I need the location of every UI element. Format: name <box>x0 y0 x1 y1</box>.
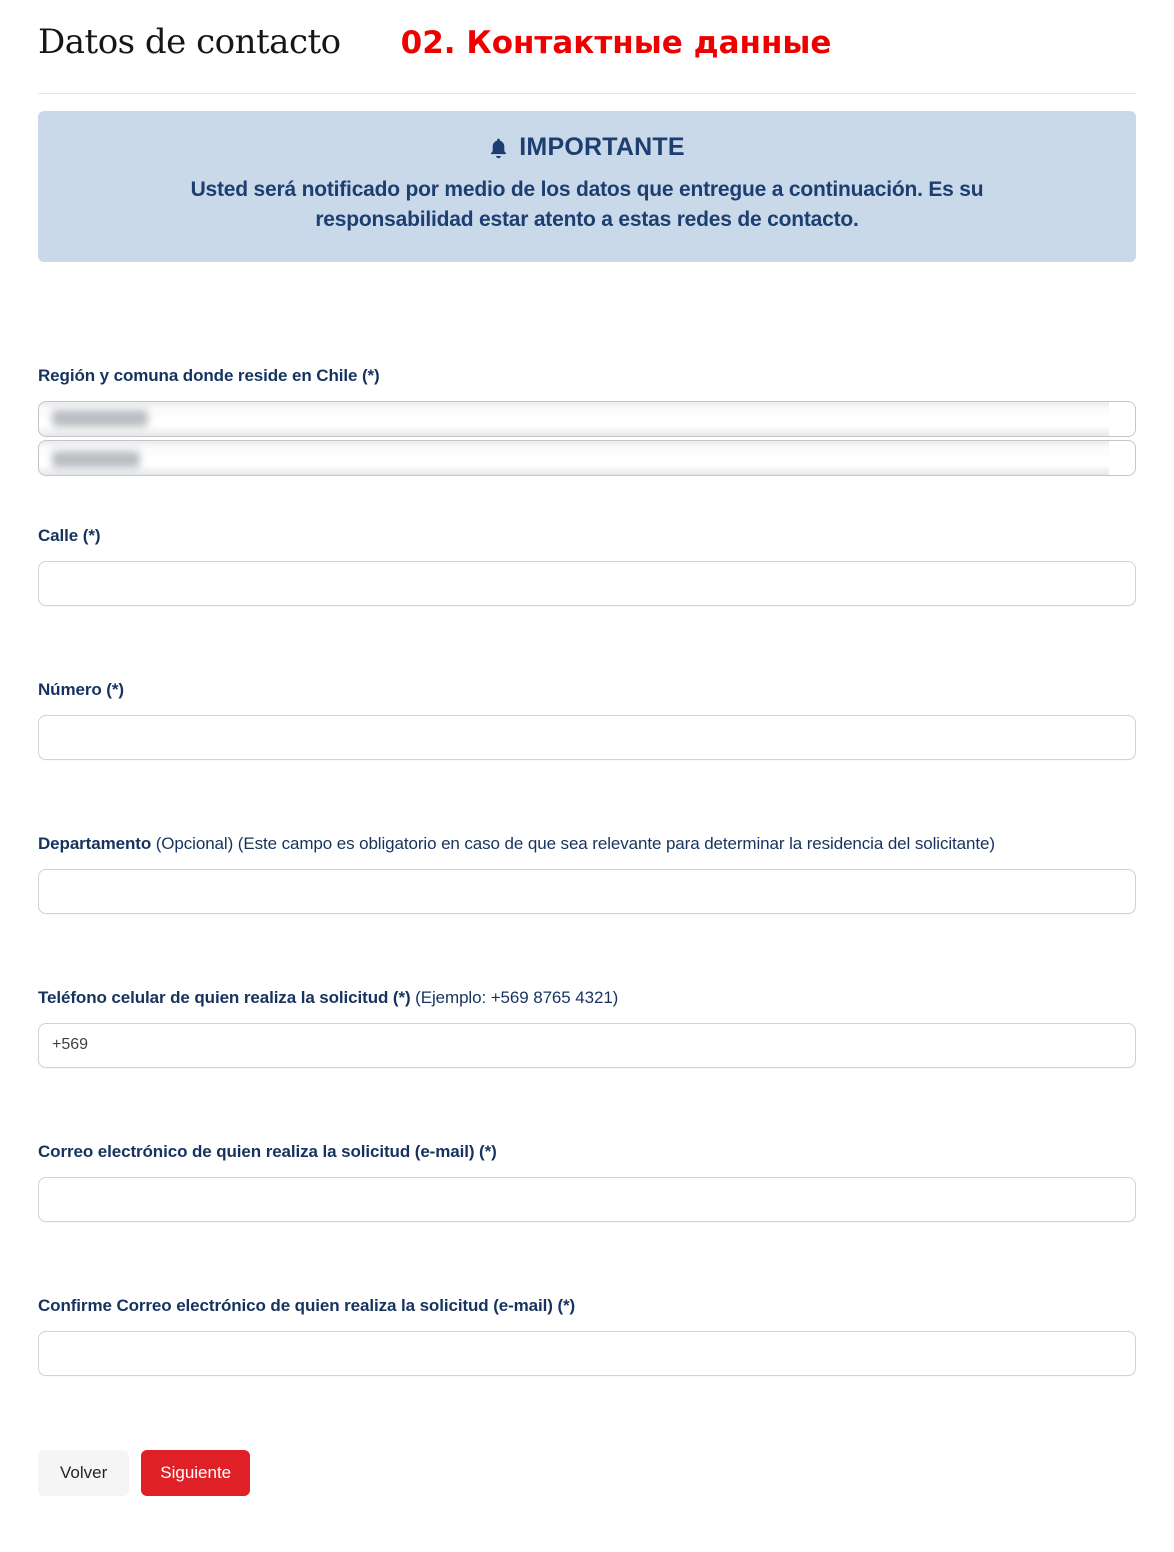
page-header <box>38 0 1136 62</box>
departamento-label-bold: Departamento <box>38 833 152 853</box>
header-divider <box>38 93 1136 94</box>
numero-input[interactable] <box>38 715 1136 760</box>
correo-input[interactable] <box>38 1177 1136 1222</box>
region-comuna-group <box>38 366 1136 476</box>
page-title: Datos de contacto <box>38 22 341 62</box>
form-actions <box>38 1450 1136 1552</box>
calle-label: Calle (*) <box>38 525 101 545</box>
important-alert <box>38 111 1136 262</box>
comuna-value-redacted <box>52 451 140 468</box>
telefono-input[interactable] <box>38 1023 1136 1068</box>
calle-group <box>38 526 1136 606</box>
numero-label: Número (*) <box>38 679 124 699</box>
region-comuna-selects <box>38 401 1136 476</box>
confirma-correo-label: Confirme Correo electrónico de quien realiza la solicitud (e-mail) (*) <box>38 1295 576 1315</box>
departamento-label-rest: (Opcional) (Este campo es obligatorio en caso de que sea relevante para determinar la residencia del solicitante) <box>151 833 995 853</box>
region-select[interactable] <box>38 401 1136 437</box>
numero-group <box>38 680 1136 760</box>
telefono-label-rest: (Ejemplo: +569 8765 4321) <box>410 987 619 1007</box>
alert-body: Usted será notificado por medio de los datos que entregue a continuación. Es su responsabilidad estar atento a estas redes de contacto. <box>190 178 984 231</box>
telefono-group <box>38 988 1136 1068</box>
departamento-group <box>38 834 1136 914</box>
next-button[interactable]: Siguiente <box>141 1450 250 1496</box>
comuna-select[interactable] <box>38 440 1136 476</box>
departamento-label <box>38 834 1136 854</box>
translation-annotation: 02. Контактные данные <box>400 25 832 61</box>
region-value-redacted <box>52 410 148 427</box>
departamento-input[interactable] <box>38 869 1136 914</box>
confirma-correo-input[interactable] <box>38 1331 1136 1376</box>
confirma-correo-group <box>38 1296 1136 1376</box>
region-comuna-label: Región y comuna donde reside en Chile (*) <box>38 365 380 385</box>
correo-group <box>38 1142 1136 1222</box>
correo-label: Correo electrónico de quien realiza la solicitud (e-mail) (*) <box>38 1141 497 1161</box>
back-button[interactable]: Volver <box>38 1450 129 1496</box>
telefono-label <box>38 988 1136 1008</box>
bell-icon <box>489 137 508 159</box>
contact-form <box>38 262 1136 1552</box>
alert-title-row <box>78 133 1096 162</box>
calle-input[interactable] <box>38 561 1136 606</box>
alert-title: IMPORTANTE <box>519 133 685 161</box>
telefono-label-bold: Teléfono celular de quien realiza la solicitud (*) <box>38 987 411 1007</box>
